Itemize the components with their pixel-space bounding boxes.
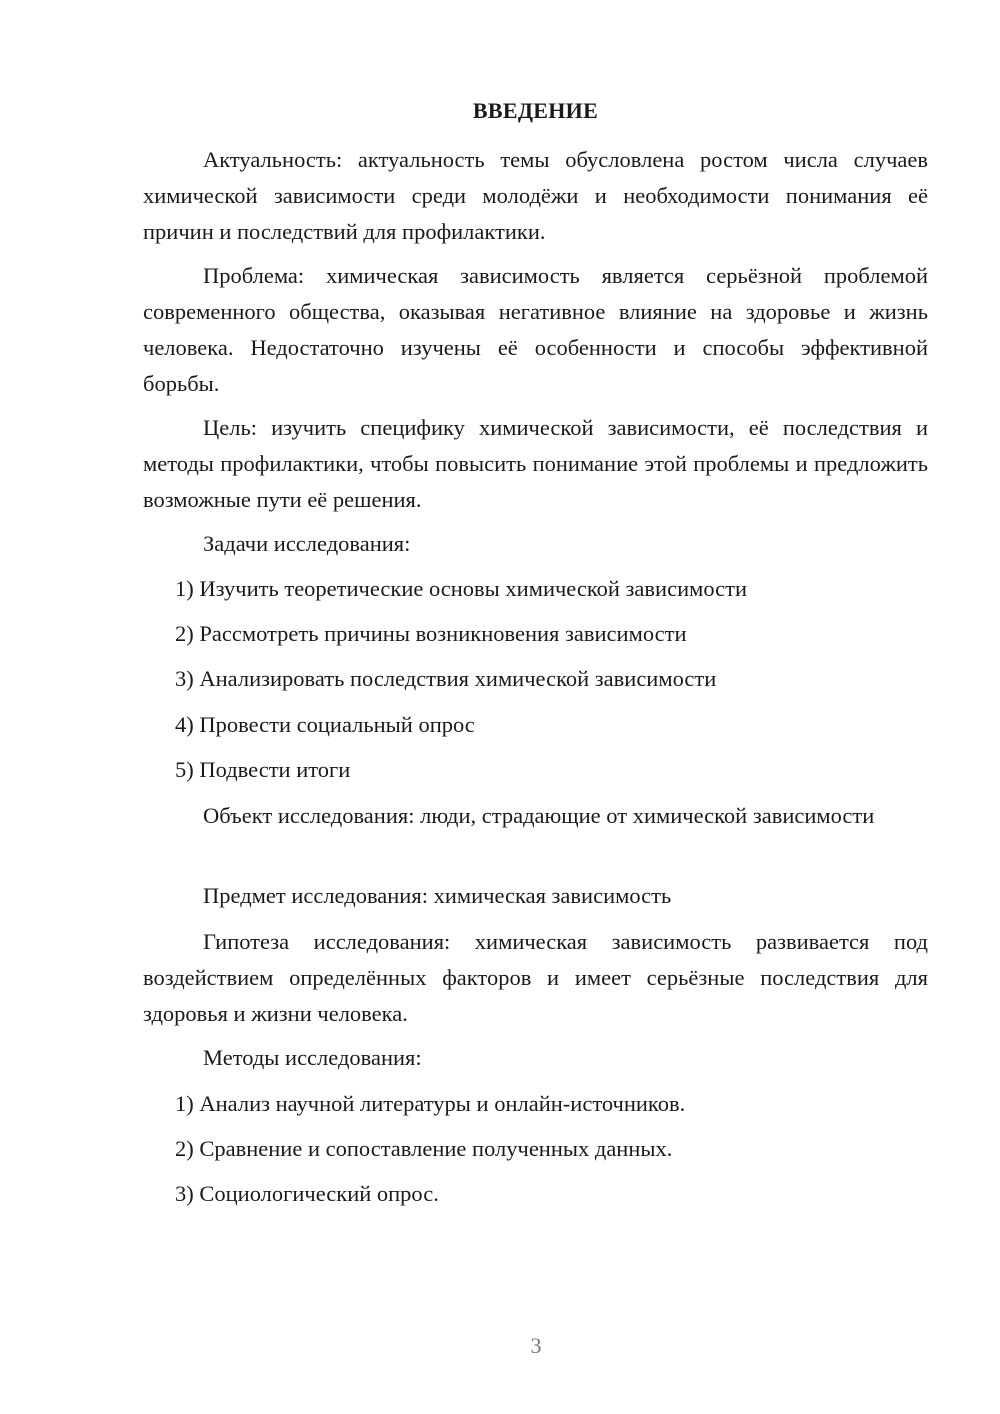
section-title: ВВЕДЕНИЕ bbox=[472, 98, 599, 123]
page-number: 3 bbox=[530, 1333, 542, 1358]
object-paragraph: Объект исследования: люди, страдающие от химической зависимости bbox=[203, 803, 875, 828]
method-item: 1) Анализ научной литературы и онлайн-источников. bbox=[175, 1091, 686, 1116]
relevance-paragraph: Актуальность: актуальность темы обусловлена ростом числа случаев химической зависимости среди молодёжи и необходимости понимания её причин и последствий для профилактики. bbox=[143, 147, 928, 244]
goal-paragraph: Цель: изучить специфику химической зависимости, её последствия и методы профилактики, чтобы повысить понимание этой проблемы и предложить возможные пути её решения. bbox=[143, 415, 928, 512]
subject-paragraph: Предмет исследования: химическая зависимость bbox=[203, 883, 672, 908]
task-item: 2) Рассмотреть причины возникновения зависимости bbox=[175, 621, 687, 646]
methods-heading: Методы исследования: bbox=[203, 1045, 422, 1070]
task-item: 3) Анализировать последствия химической зависимости bbox=[175, 666, 717, 691]
task-item: 5) Подвести итоги bbox=[175, 757, 351, 782]
problem-paragraph: Проблема: химическая зависимость является серьёзной проблемой современного общества, оказывая негативное влияние на здоровье и жизнь человека. Недостаточно изучены её особенности и способы эффективной борьбы. bbox=[143, 263, 928, 396]
method-item: 2) Сравнение и сопоставление полученных данных. bbox=[175, 1136, 673, 1161]
task-item: 1) Изучить теоретические основы химической зависимости bbox=[175, 576, 748, 601]
hypothesis-paragraph: Гипотеза исследования: химическая зависимость развивается под воздействием определённых факторов и имеет серьёзные последствия для здоровья и жизни человека. bbox=[143, 929, 928, 1026]
tasks-heading: Задачи исследования: bbox=[203, 531, 411, 556]
task-item: 4) Провести социальный опрос bbox=[175, 712, 475, 737]
method-item: 3) Социологический опрос. bbox=[175, 1181, 439, 1206]
